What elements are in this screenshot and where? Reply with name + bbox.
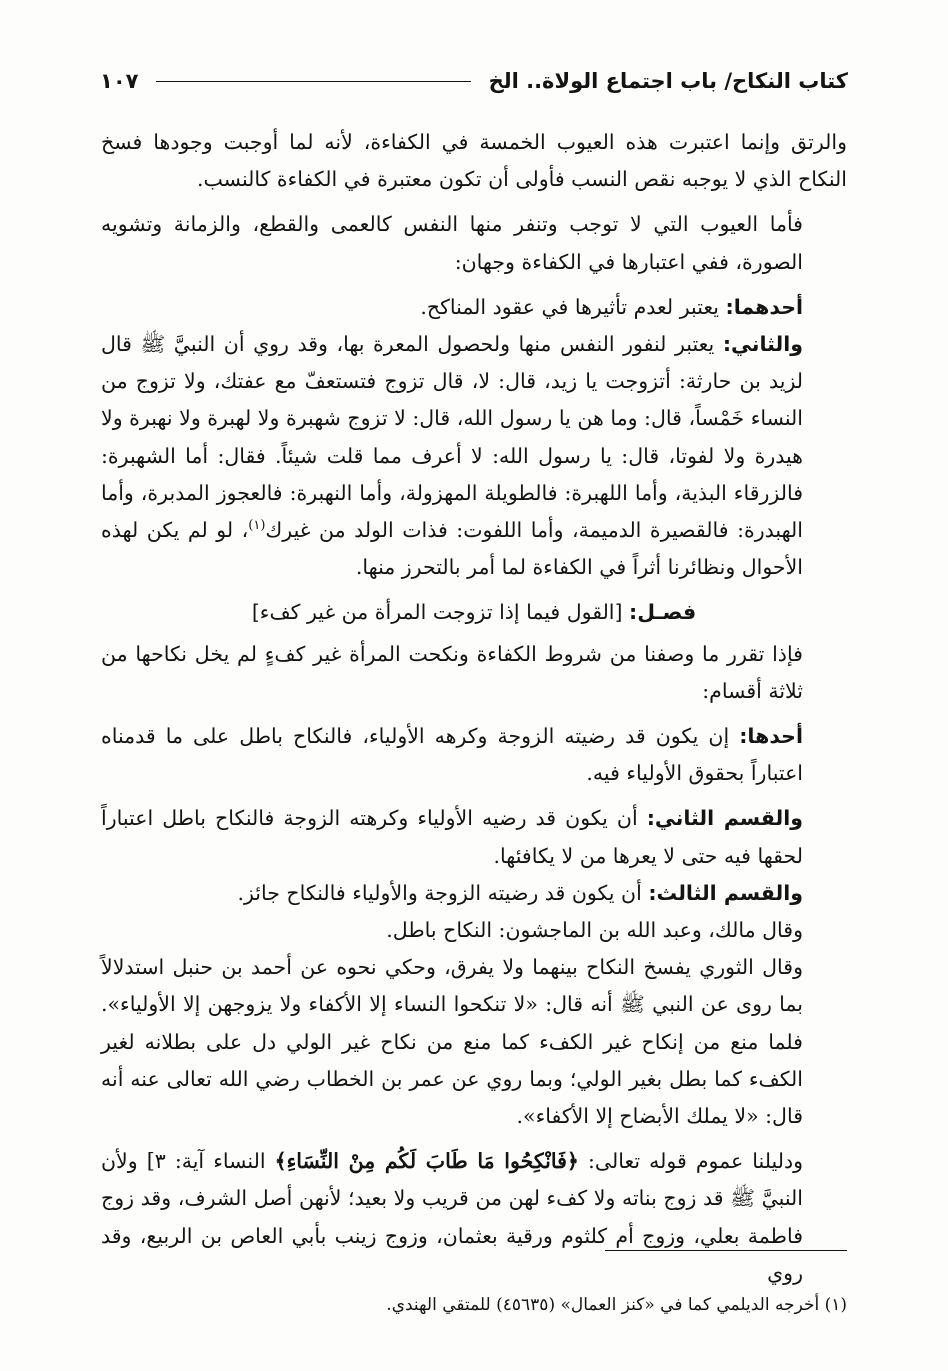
paragraph-lead: أحدهما: (725, 294, 803, 319)
paragraph-lead: والقسم الثالث: (648, 880, 803, 905)
paragraph-text: وقال مالك، وعبد الله بن الماجشون: النكاح باطل. (386, 918, 803, 943)
paragraph (101, 875, 847, 912)
paragraph-text: فإذا تقرر ما وصفنا من شروط الكفاءة ونكحت المرأة غير كفءٍ لم يخل نكاحها من ثلاثة أقسام: (101, 641, 803, 703)
paragraph-text: أن يكون قد رضيه الأولياء وكرهته الزوجة فالنكاح باطل اعتباراً لحقها فيه حتى لا يعرها من لا يكافئها. (101, 806, 803, 868)
paragraph (101, 289, 847, 326)
page-number: ١٠٧ (100, 69, 139, 93)
paragraph-text: فأما العيوب التي لا توجب وتنفر منها النفس كالعمى والقطع، والزمانة وتشويه الصورة، ففي اعتبارها في الكفاءة وجهان: (101, 212, 803, 274)
paragraph-text: ودليلنا عموم قوله تعالى: (578, 1149, 803, 1174)
paragraph-lead: والثاني: (722, 332, 803, 357)
paragraph-text: ، لو لم يكن لهذه الأحوال ونظائرنا أثراً في الكفاءة لما أمر بالتحرز منها. (101, 518, 803, 580)
paragraph-text: وقال الثوري يفسخ النكاح بينهما ولا يفرق، وحكي نحوه عن أحمد بن حنبل استدلالاً بما روى عن النبي ﷺ أنه قال: «لا تنكحوا النساء إلا الأكفاء ولا يزوجهن إلا الأولياء». فلما منع من إنكاح غير الكفء كما منع من نكاح غير الولي دل على بطلانه لغير الكفء كما بطل بغير الولي؛ وبما روي عن عمر بن الخطاب رضي الله تعالى عنه أنه قال: «لا يملك الأبضاح إلا الأكفاء». (101, 955, 803, 1129)
paragraph (101, 949, 847, 1135)
paragraph-text: إن يكون قد رضيته الزوجة وكرهه الأولياء، فالنكاح باطل على ما قدمناه اعتباراً بحقوق الأولياء فيه. (101, 724, 803, 786)
paragraph-text: يعتبر لنفور النفس منها ولحصول المعرة بها، وقد روي أن النبيَّ ﷺ قال لزيد بن حارثة: أتزوجت يا زيد، قال: لا، قال تزوج فتستعفّ مع عفتك، ولا تزوج من النساء خَمْساً، قال: وما هن يا رسول الله، قال: لا تزوج شهبرة ولا لهبرة ولا نهبرة ولا هيدرة ولا لفوتا، قال: يا رسول الله: لا أعرف مما قلت شيئاً. فقال: أما الشهبرة: فالزرقاء البذية، وأما اللهبرة: فالطويلة المهزولة، وأما النهبرة: فالعجوز المدبرة، وأما الهبدرة: فالقصيرة الدميمة، وأما اللفوت: فذات الولد من غيرك (101, 332, 803, 543)
paragraph (101, 326, 847, 586)
footnote-rule (605, 1250, 847, 1251)
paragraph (101, 124, 847, 198)
paragraph-text: أن يكون قد رضيته الزوجة والأولياء فالنكاح جائز. (237, 880, 649, 905)
paragraph (101, 800, 847, 874)
paragraph (101, 206, 847, 280)
paragraph (101, 912, 847, 949)
quran-verse: ﴿فَانْكِحُوا مَا طَابَ لَكُم مِنْ النِّسَاءِ﴾ (274, 1149, 579, 1174)
section-label: فصـل: (629, 600, 697, 625)
header-rule (156, 81, 470, 82)
paragraph-text: النساء آية: ٣] ولأن النبيَّ ﷺ قد زوج بناته ولا كفء لهن من قريب ولا بعيد؛ لأنهن أصل الشرف، وقد زوج فاطمة بعلي، وزوج أم كلثوم ورقية بعثمان، وزوج زينب بأبي العاص بن الربيع، وقد روي (101, 1149, 803, 1285)
footnote: (١) أخرجه الديلمي كما في «كنز العمال» (٤٥٦٣٥) للمتقي الهندي. (386, 1295, 847, 1315)
section-title: [القول فيما إذا تزوجت المرأة من غير كفء] (251, 600, 630, 625)
section-heading (101, 594, 847, 631)
running-title: كتاب النكاح/ باب اجتماع الولاة.. الخ (488, 69, 848, 93)
paragraph (101, 718, 847, 792)
paragraph (101, 636, 847, 710)
paragraph-lead: والقسم الثاني: (646, 806, 803, 831)
page-header (100, 64, 848, 98)
paragraph (101, 1143, 847, 1292)
paragraph-text: يعتبر لعدم تأثيرها في عقود المناكح. (420, 294, 726, 319)
paragraph-lead: أحدها: (739, 724, 803, 749)
body-text (101, 124, 847, 1292)
paragraph-text: والرتق وإنما اعتبرت هذه العيوب الخمسة في الكفاءة، لأنه لما أوجبت وجودها فسخ النكاح الذي لا يوجبه نقص النسب فأولى أن تكون معتبرة في الكفاءة كالنسب. (101, 130, 847, 192)
footnote-reference[interactable]: (١) (248, 518, 266, 534)
